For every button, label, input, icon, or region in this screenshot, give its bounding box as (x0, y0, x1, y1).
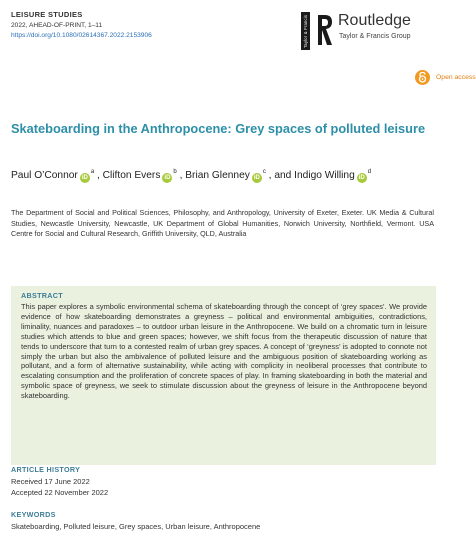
author-affiliation-mark: b (173, 169, 177, 175)
orcid-icon[interactable]: iD (358, 175, 365, 181)
abstract-text: This paper explores a symbolic environmental schema of skateboarding through the concept of ‘grey spaces’. We provide evidence of how skateboarding demonstrates a greyness – political and environmental ambiguities, contradictions, liminality, nuances and paradoxes – to outdoor urban leisure in the Anthropocene. We build on a chromatic turn in leisure studies which attends to blue and green spaces; however, we shift focus from the therapeutic discussion of nature that tends to underscore that turn to a contested realm of urban grey spaces. A concept of ‘greyness’ is adopted to connote not simply the urban but also the ambivalence of polluted leisure and the ambiguous position of skateboarding working as pollutant, and a form of alternative sustainability, while acting with complicity in neoliberal processes that contribute to escalating consumption and the proliferation of concrete spaces of play. In framing skateboarding in both the material and symbolic space of greyness, we seek to stimulate discussion about the greyness of leisure in the Anthropocene beyond skateboarding. (21, 302, 427, 401)
keywords-section (11, 510, 431, 531)
publisher-subtitle: Taylor & Francis Group (339, 33, 411, 40)
author-name[interactable]: Paul O’Connor (11, 170, 78, 181)
author-separator: , (94, 170, 103, 181)
article-history (11, 465, 311, 497)
journal-name: LEISURE STUDIES (11, 10, 83, 19)
affiliations: The Department of Social and Political Sciences, Philosophy, and Anthropology, University of Exeter, Exeter. UK Media & Cultural Studies, Newcastle University, Newcastle, UK Department of Global Humanities, Norwich University, Northfield, Vermont. USA Centre for Social and Cultural Research, Griffith University, QLD, Australia (11, 208, 434, 239)
author-name[interactable]: Indigo Willing (294, 170, 355, 181)
abstract-box (11, 286, 436, 465)
article-history-heading: ARTICLE HISTORY (11, 465, 81, 474)
open-access-label: Open access (436, 74, 476, 81)
abstract-heading: ABSTRACT (21, 291, 63, 300)
author-separator: , (176, 170, 186, 181)
taylor-francis-mark: Taylor & Francis (301, 12, 310, 50)
author-affiliation-mark: a (90, 169, 95, 175)
orcid-icon[interactable]: iD (81, 175, 88, 181)
author-affiliation-mark: c (262, 169, 266, 175)
keywords-heading: KEYWORDS (11, 510, 56, 519)
author-list (11, 164, 436, 184)
article-title: Skateboarding in the Anthropocene: Grey spaces of polluted leisure (11, 121, 426, 136)
author-separator: , and (265, 170, 295, 181)
doi-link[interactable]: https://doi.org/10.1080/02614367.2022.2153906 (11, 32, 152, 39)
keywords-list: Skateboarding, Polluted leisure, Grey spaces, Urban leisure, Anthropocene (11, 522, 261, 531)
publisher-name: Routledge (338, 12, 411, 29)
routledge-r-icon (314, 13, 334, 47)
article-header (11, 10, 436, 56)
received-date: Received 17 June 2022 (11, 477, 90, 486)
open-access-icon (415, 70, 430, 85)
orcid-icon[interactable]: iD (164, 175, 171, 181)
author-name[interactable]: Brian Glenney (185, 170, 250, 181)
issue-info: 2022, AHEAD-OF-PRINT, 1–11 (11, 22, 103, 29)
author-name[interactable]: Clifton Evers (102, 170, 161, 181)
publisher-logo[interactable] (301, 10, 436, 50)
accepted-date: Accepted 22 November 2022 (11, 488, 109, 497)
orcid-icon[interactable]: iD (253, 175, 260, 181)
author-affiliation-mark: d (367, 169, 372, 175)
